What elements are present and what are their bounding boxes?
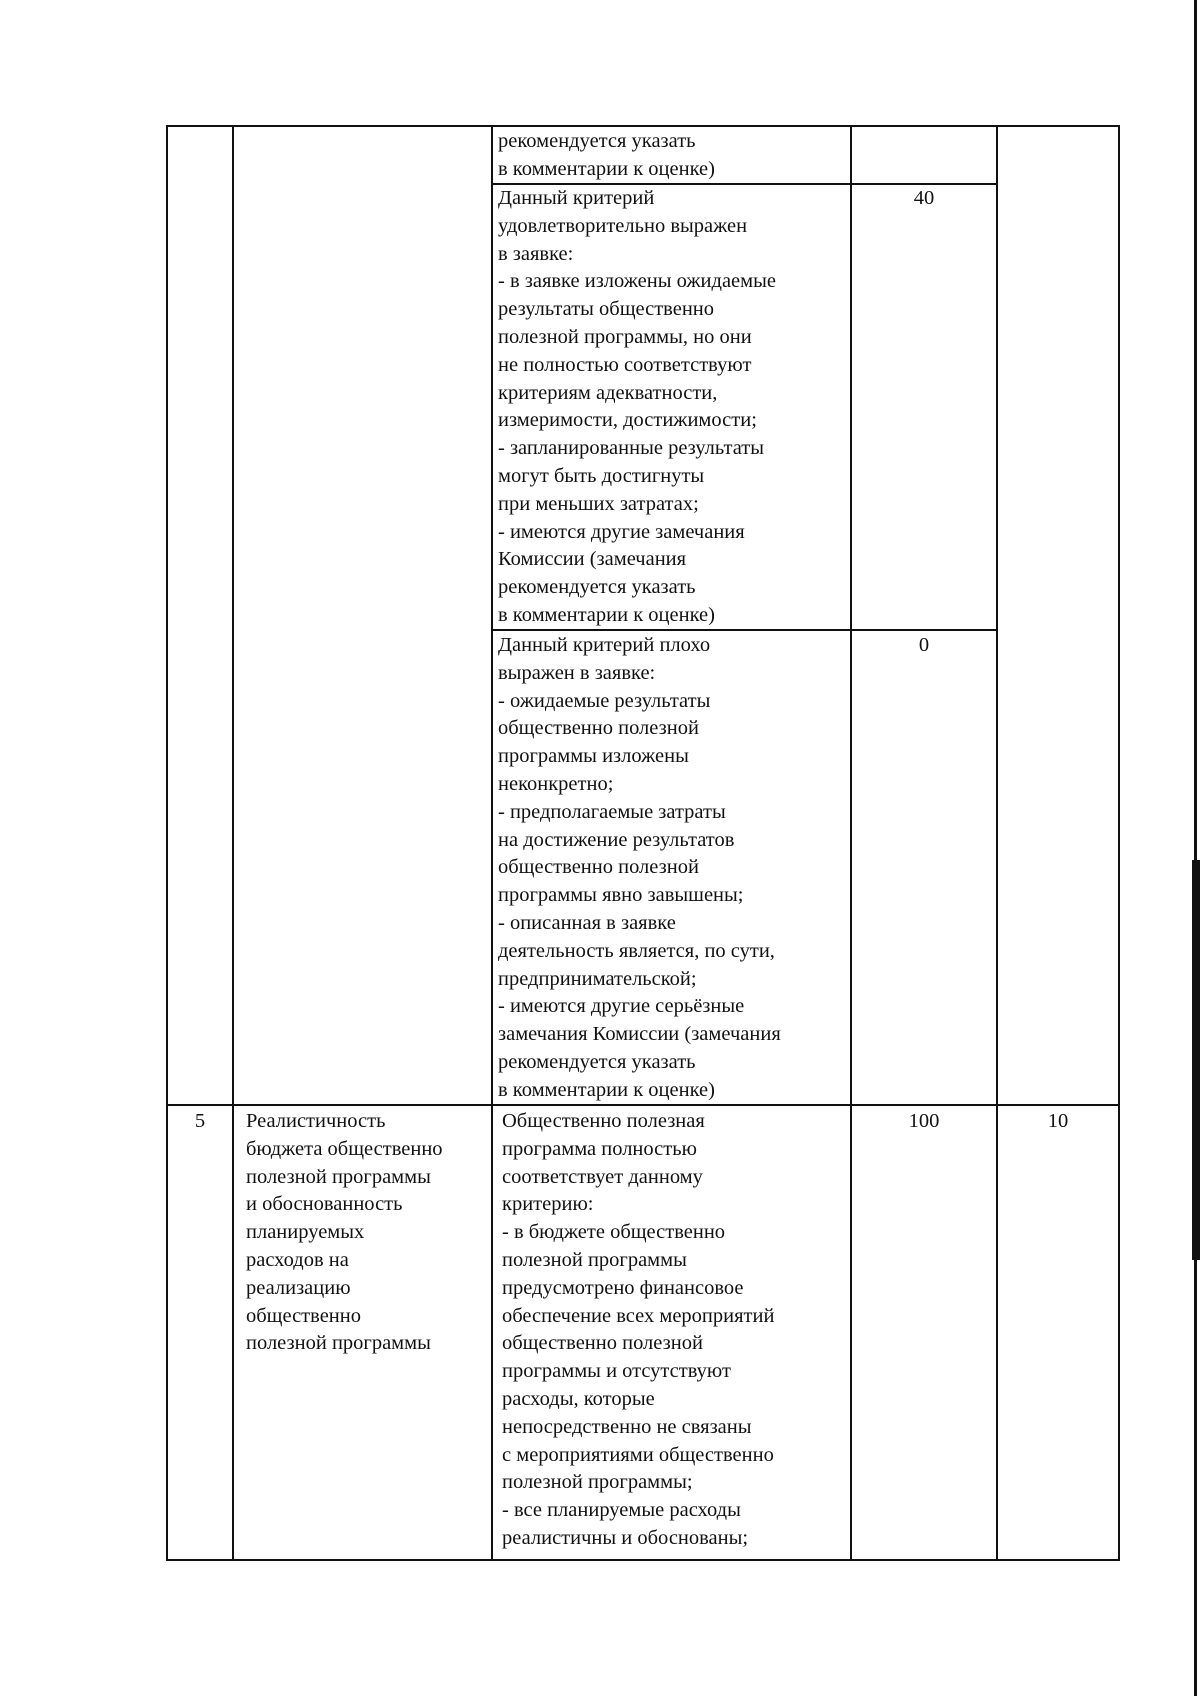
column-divider-description bbox=[850, 125, 852, 1561]
column-divider-criterion bbox=[491, 125, 493, 1561]
table-cell-description: Общественно полезная программа полностью соответствует данному критерию: - в бюджете общественно полезной программы предусмотрено финансовое обеспечение всех мероприятий общественно полезной программы и отсутствуют расходы, которые непосредственно не связаны с мероприятиями общественно полезной программы; - все планируемые расходы реалистичны и обоснованы; bbox=[502, 1110, 775, 1549]
table-cell-description: рекомендуется указать в комментарии к оценке) bbox=[498, 130, 715, 180]
edge-line bbox=[1194, 0, 1197, 1696]
table-cell-score: 40 bbox=[913, 187, 935, 209]
table-border-left bbox=[166, 125, 168, 1561]
table-border-right bbox=[1118, 125, 1120, 1561]
table-border-bottom bbox=[166, 1559, 1120, 1561]
table-cell-score: 0 bbox=[918, 634, 930, 656]
table-border-top bbox=[166, 125, 1120, 127]
column-divider-score bbox=[996, 125, 998, 1561]
scan-edge bbox=[1190, 0, 1200, 1696]
table-cell-criterion: Реалистичность бюджета общественно полезной программы и обоснованность планируемых расходов на реализацию общественно полезной программы bbox=[246, 1110, 443, 1355]
table-cell-number: 5 bbox=[194, 1110, 206, 1132]
table-cell-weight: 10 bbox=[1047, 1110, 1069, 1132]
edge-shadow bbox=[1192, 860, 1200, 1260]
table-cell-description: Данный критерий плохо выражен в заявке: - ожидаемые результаты общественно полезной программы изложены неконкретно; - предполагаемые затраты на достижение результатов общественно полезной программы явно завышены; - описанная в заявке деятельность является, по сути, предпринимательской; - имеются другие серьёзные замечания Комиссии (замечания рекомендуется указать в комментарии к оценке) bbox=[498, 634, 781, 1101]
table-cell-score: 100 bbox=[908, 1110, 940, 1132]
column-divider-number bbox=[232, 125, 234, 1561]
table-cell-description: Данный критерий удовлетворительно выражен в заявке: - в заявке изложены ожидаемые результаты общественно полезной программы, но они не полностью соответствуют критериям адекватности, измеримости, достижимости; - запланированные результаты могут быть достигнуты при меньших затратах; - имеются другие замечания Комиссии (замечания рекомендуется указать в комментарии к оценке) bbox=[498, 187, 776, 626]
